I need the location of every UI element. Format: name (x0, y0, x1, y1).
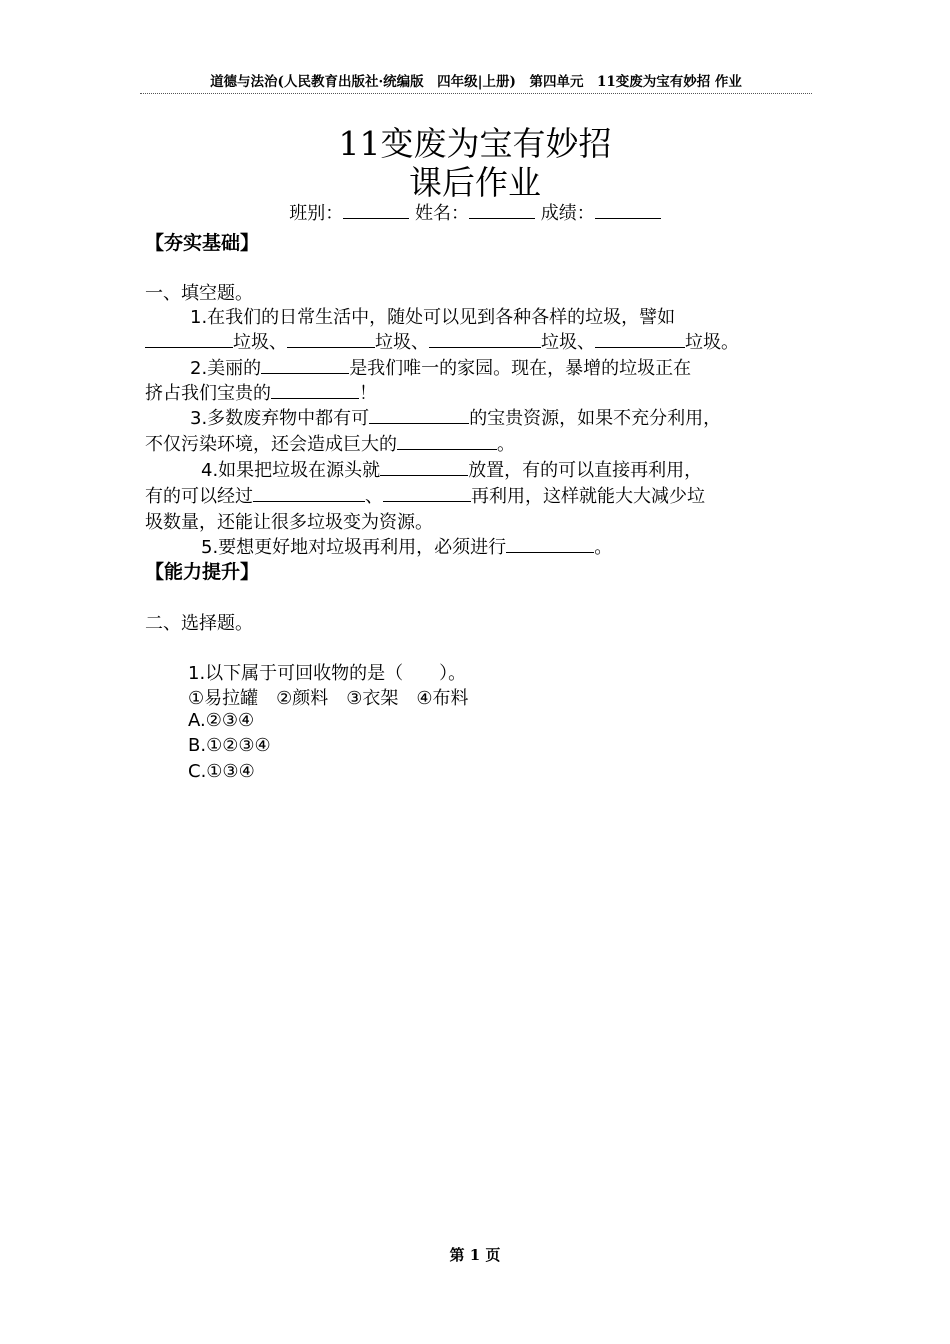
q2-line-2 (145, 379, 377, 405)
class-field[interactable] (343, 200, 409, 219)
q1-blank-1[interactable] (145, 329, 233, 348)
section-1-subtitle: 一、填空题。 (145, 283, 253, 304)
q2-line-1 (190, 354, 691, 380)
q5-text-b: 。 (594, 537, 613, 558)
score-field[interactable] (595, 200, 661, 219)
q1-line-2 (145, 328, 739, 354)
name-label: 姓名： (415, 203, 469, 224)
q5-text-a: 5.要想更好地对垃圾再利用，必须进行 (201, 537, 507, 558)
q4-text-a: 4.如果把垃圾在源头就 (201, 460, 381, 481)
page-footer: 第 1 页 (449, 1246, 501, 1264)
mc-q1-stem: 1.以下属于可回收物的是（ ）。 (188, 663, 467, 684)
q3-blank-1[interactable] (369, 405, 469, 424)
q1-text-c: 垃圾、 (375, 332, 429, 353)
q2-blank-2[interactable] (271, 380, 359, 399)
q3-line-1 (190, 404, 721, 430)
q1-blank-2[interactable] (287, 329, 375, 348)
q3-text-b: 的宝贵资源，如果不充分利用， (469, 408, 722, 429)
q1-text-d: 垃圾、 (541, 332, 595, 353)
q5-line-1 (201, 533, 612, 559)
q3-blank-2[interactable] (397, 431, 497, 450)
q4-text-d: 、 (365, 486, 383, 507)
mc-q1-option-c[interactable]: C.①③④ (188, 761, 255, 782)
q4-text-c: 有的可以经过 (145, 486, 253, 507)
q1-text-b: 垃圾、 (233, 332, 287, 353)
section-2-title: 【能力提升】 (145, 561, 260, 583)
q4-blank-3[interactable] (383, 483, 471, 502)
q2-text-d: ！ (359, 383, 377, 404)
q5-blank-1[interactable] (506, 534, 594, 553)
class-label: 班别： (289, 203, 344, 224)
title-line-1: 11变废为宝有妙招 (338, 124, 612, 163)
q2-blank-1[interactable] (261, 355, 349, 374)
mc-q1-option-b[interactable]: B.①②③④ (188, 735, 271, 756)
score-label: 成绩： (540, 203, 595, 224)
q3-text-a: 3.多数废弃物中都有可 (190, 408, 370, 429)
name-field[interactable] (469, 200, 535, 219)
q1-text-e: 垃圾。 (685, 332, 739, 353)
q4-blank-1[interactable] (380, 457, 468, 476)
q4-line-3: 圾数量，还能让很多垃圾变为资源。 (145, 512, 433, 533)
title-line-2: 课后作业 (409, 163, 541, 202)
section-2-subtitle: 二、选择题。 (145, 613, 253, 634)
q2-text-b: 是我们唯一的家园。现在，暴增的垃圾正在 (349, 358, 692, 379)
q3-text-c: 不仅污染环境，还会造成巨大的 (145, 434, 397, 455)
q1-blank-3[interactable] (429, 329, 541, 348)
q1-blank-4[interactable] (595, 329, 685, 348)
q3-line-2 (145, 430, 515, 456)
q4-blank-2[interactable] (253, 483, 365, 502)
q1-line-1: 1.在我们的日常生活中，随处可以见到各种各样的垃圾，譬如 (190, 307, 676, 328)
q4-text-b: 放置，有的可以直接再利用， (468, 460, 703, 481)
q3-text-d: 。 (497, 434, 515, 455)
q2-text-a: 2.美丽的 (190, 358, 262, 379)
q4-text-e: 再利用，这样就能大大减少垃 (471, 486, 705, 507)
q4-line-1 (201, 456, 702, 482)
q4-line-2 (145, 482, 705, 508)
page-header: 道德与法治(人民教育出版社·统编版 四年级|上册) 第四单元 11变废为宝有妙招 作业 (140, 70, 812, 94)
student-info-line (0, 199, 950, 225)
q2-text-c: 挤占我们宝贵的 (145, 383, 271, 404)
mc-q1-items: ①易拉罐 ②颜料 ③衣架 ④布料 (188, 688, 469, 709)
mc-q1-option-a[interactable]: A.②③④ (188, 710, 255, 731)
section-1-title: 【夯实基础】 (145, 232, 260, 254)
